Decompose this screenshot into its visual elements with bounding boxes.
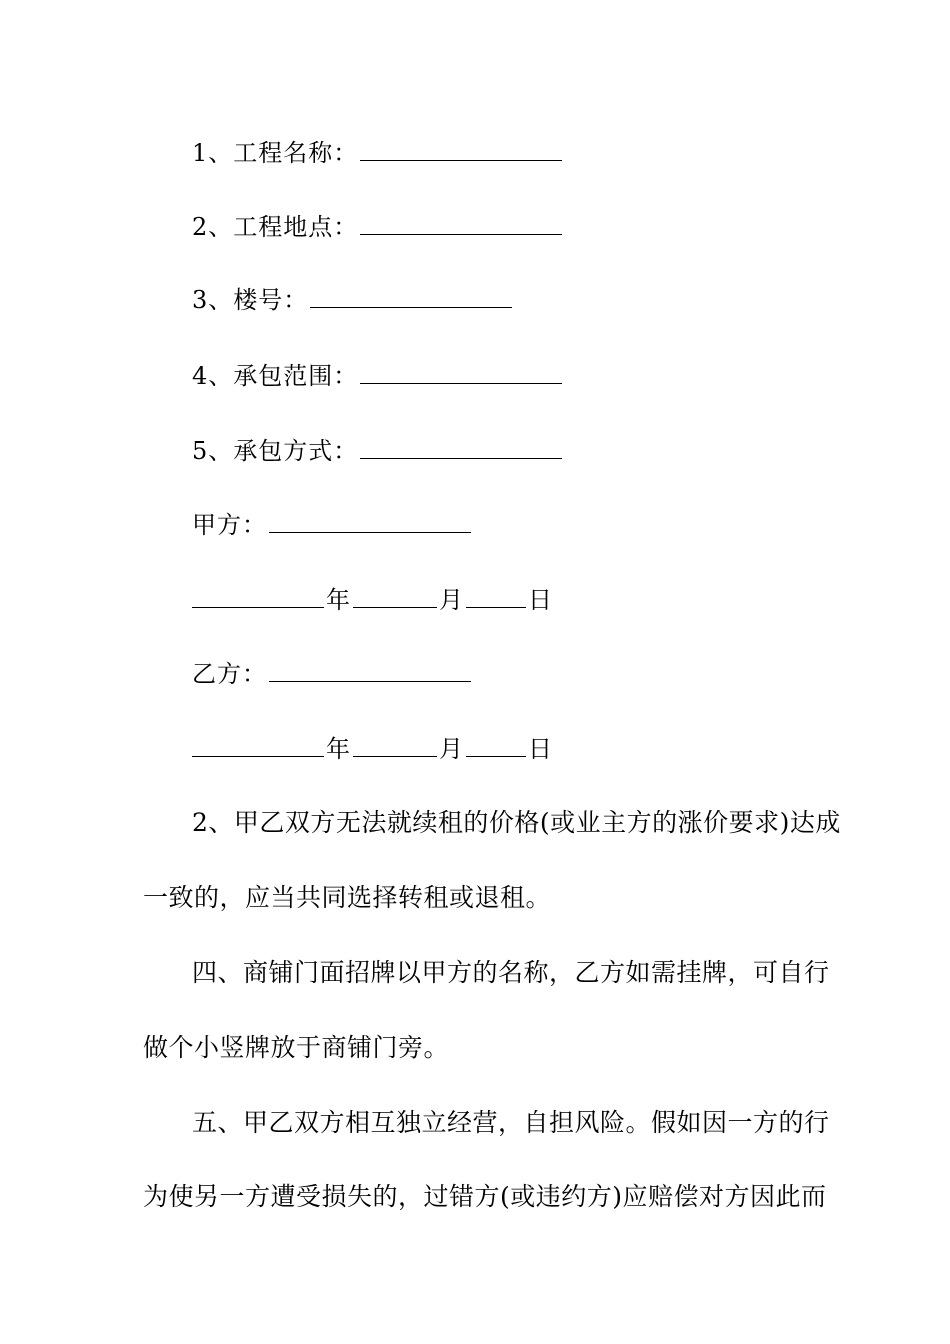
paragraph-line: 一致的，应当共同选择转租或退租。 (143, 883, 552, 912)
field-label: 4、承包范围： (192, 362, 359, 390)
blank-line (353, 585, 437, 608)
paragraph-line: 2、甲乙双方无法就续租的价格(或业主方的涨价要求)达成 (192, 808, 841, 837)
blank-line (192, 585, 324, 608)
blank-line (192, 734, 324, 757)
year-label: 年 (326, 735, 351, 763)
field-label: 1、工程名称： (192, 139, 359, 167)
field-label: 3、楼号： (192, 286, 309, 314)
blank-line (269, 510, 471, 533)
blank-line (353, 734, 437, 757)
blank-line (310, 285, 512, 308)
form-field-project-name (192, 138, 562, 168)
paragraph-line: 为使另一方遭受损失的，过错方(或违约方)应赔偿对方因此而 (143, 1182, 827, 1211)
paragraph-line: 五、甲乙双方相互独立经营，自担风险。假如因一方的行 (192, 1108, 830, 1137)
form-field-contract-method (192, 436, 562, 466)
form-field-building-number (192, 285, 512, 315)
party-a-signature (192, 510, 471, 540)
day-label: 日 (528, 586, 553, 614)
day-label: 日 (528, 735, 553, 763)
blank-line (360, 436, 562, 459)
party-b-label: 乙方： (192, 660, 267, 688)
blank-line (360, 361, 562, 384)
party-a-date (190, 585, 553, 615)
blank-line (466, 734, 526, 757)
month-label: 月 (439, 586, 464, 614)
blank-line (466, 585, 526, 608)
form-field-project-location (192, 212, 562, 242)
paragraph-line: 做个小竖牌放于商铺门旁。 (143, 1033, 450, 1062)
month-label: 月 (439, 735, 464, 763)
year-label: 年 (326, 586, 351, 614)
party-b-signature (192, 659, 471, 689)
blank-line (269, 659, 471, 682)
field-label: 5、承包方式： (192, 437, 359, 465)
party-b-date (190, 734, 553, 764)
blank-line (360, 138, 562, 161)
party-a-label: 甲方： (192, 511, 267, 539)
paragraph-line: 四、商铺门面招牌以甲方的名称，乙方如需挂牌，可自行 (192, 958, 830, 987)
blank-line (360, 212, 562, 235)
form-field-contract-scope (192, 361, 562, 391)
field-label: 2、工程地点： (192, 213, 359, 241)
